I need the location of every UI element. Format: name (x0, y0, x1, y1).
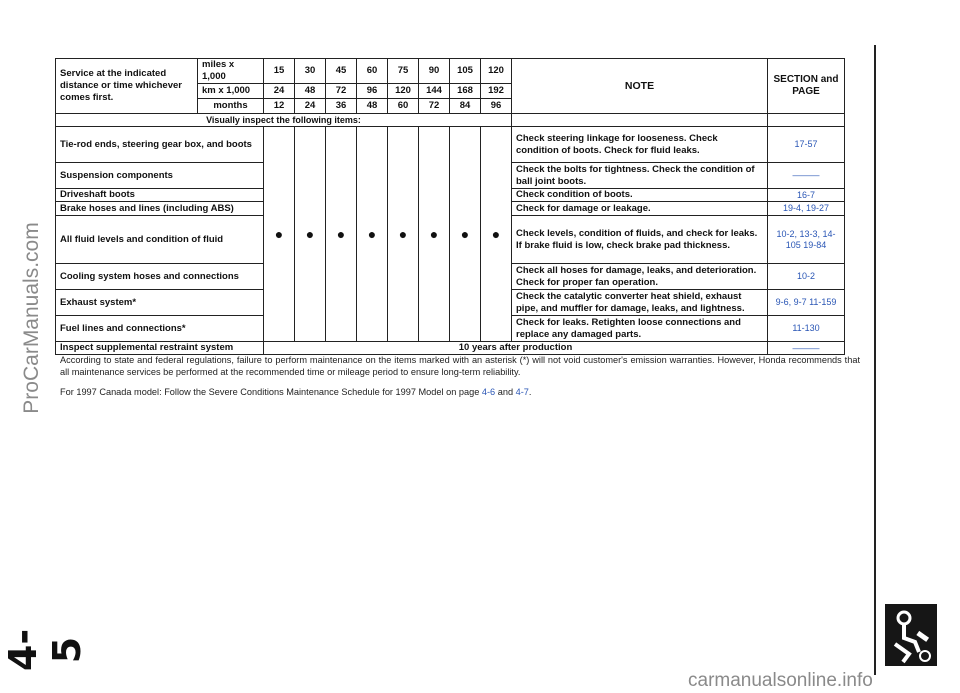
interval-bullet: ● (357, 127, 388, 342)
note-suspension: Check the bolts for tightness. Check the condition of ball joint boots. (512, 163, 768, 189)
miles-cell: 120 (481, 59, 512, 84)
item-tie-rod: Tie-rod ends, steering gear box, and boots (56, 127, 264, 163)
ref-fluid-levels: 10-2, 13-3, 14-105 19-84 (768, 216, 845, 264)
page-link-4-7[interactable]: 4-7 (515, 387, 529, 397)
interval-bullet: ● (326, 127, 357, 342)
ref-cooling: 10-2 (768, 264, 845, 290)
km-cell: 24 (264, 84, 295, 99)
miles-cell: 105 (450, 59, 481, 84)
interval-bullet: ● (388, 127, 419, 342)
ref-srs: ——— (768, 342, 845, 355)
spacer-cell (768, 114, 845, 127)
page-number: 4-5 (1, 628, 89, 672)
canada-note-end: . (528, 387, 532, 397)
watermark-bottom: carmanualsonline.info (688, 670, 873, 691)
note-tie-rod: Check steering linkage for looseness. Check condition of boots. Check for fluid leaks. (512, 127, 768, 163)
interval-bullet: ● (295, 127, 326, 342)
interval-bullet: ● (450, 127, 481, 342)
interval-bullet: ● (419, 127, 450, 342)
note-brake-hoses: Check for damage or leakage. (512, 202, 768, 216)
months-cell: 36 (326, 99, 357, 114)
note-cooling: Check all hoses for damage, leaks, and deterioration. Check for proper fan operation. (512, 264, 768, 290)
srs-interval: 10 years after production (264, 342, 768, 355)
canada-note-and: and (497, 387, 514, 397)
miles-cell: 15 (264, 59, 295, 84)
interval-bullet: ● (264, 127, 295, 342)
item-exhaust: Exhaust system* (56, 290, 264, 316)
km-cell: 120 (388, 84, 419, 99)
maintenance-schedule-table (55, 58, 845, 355)
page-link-4-6[interactable]: 4-6 (481, 387, 496, 397)
months-cell: 12 (264, 99, 295, 114)
item-fuel-lines: Fuel lines and connections* (56, 316, 264, 342)
ref-exhaust: 9-6, 9-7 11-159 (768, 290, 845, 316)
item-srs: Inspect supplemental restraint system (56, 342, 264, 355)
miles-cell: 90 (419, 59, 450, 84)
ref-fuel-lines: 11-130 (768, 316, 845, 342)
miles-cell: 60 (357, 59, 388, 84)
ref-brake-hoses: 19-4, 19-27 (768, 202, 845, 216)
note-driveshaft: Check condition of boots. (512, 189, 768, 202)
km-cell: 192 (481, 84, 512, 99)
item-fluid-levels: All fluid levels and condition of fluid (56, 216, 264, 264)
spacer-cell (512, 114, 768, 127)
service-interval-label: Service at the indicated distance or time whichever comes first. (56, 59, 198, 114)
ref-tie-rod: 17-57 (768, 127, 845, 163)
miles-cell: 30 (295, 59, 326, 84)
maintenance-wrench-icon (885, 604, 937, 666)
emission-warranty-footnote: According to state and federal regulations, failure to perform maintenance on the items marked with an asterisk (*) will not void customer's emission warranties. However, Honda recommends that all maintenance services be performed at the recommended time or mileage period to ensure long-term reliability. (60, 355, 860, 377)
note-exhaust: Check the catalytic converter heat shield, exhaust pipe, and muffler for damage, leaks, and lightness. (512, 290, 768, 316)
section-page-header: SECTION and PAGE (768, 59, 845, 114)
km-cell: 48 (295, 84, 326, 99)
km-cell: 96 (357, 84, 388, 99)
km-cell: 144 (419, 84, 450, 99)
interval-bullet: ● (481, 127, 512, 342)
months-row-label: months (198, 99, 264, 114)
item-brake-hoses: Brake hoses and lines (including ABS) (56, 202, 264, 216)
months-cell: 72 (419, 99, 450, 114)
note-fuel-lines: Check for leaks. Retighten loose connections and replace any damaged parts. (512, 316, 768, 342)
km-cell: 168 (450, 84, 481, 99)
watermark-left: ProCarManuals.com (20, 222, 43, 414)
note-header: NOTE (512, 59, 768, 114)
ref-driveshaft: 16-7 (768, 189, 845, 202)
ref-suspension: ——— (768, 163, 845, 189)
margin-rule (874, 45, 876, 675)
months-cell: 60 (388, 99, 419, 114)
miles-cell: 45 (326, 59, 357, 84)
months-cell: 24 (295, 99, 326, 114)
canada-note-text: For 1997 Canada model: Follow the Severe Conditions Maintenance Schedule for 1997 Model on page (60, 387, 480, 397)
visually-inspect-heading: Visually inspect the following items: (56, 114, 512, 127)
km-row-label: km x 1,000 (198, 84, 264, 99)
item-driveshaft: Driveshaft boots (56, 189, 264, 202)
item-cooling: Cooling system hoses and connections (56, 264, 264, 290)
months-cell: 48 (357, 99, 388, 114)
miles-cell: 75 (388, 59, 419, 84)
months-cell: 96 (481, 99, 512, 114)
miles-row-label: miles x 1,000 (198, 59, 264, 84)
note-fluid-levels: Check levels, condition of fluids, and check for leaks. If brake fluid is low, check brake pad thickness. (512, 216, 768, 264)
months-cell: 84 (450, 99, 481, 114)
km-cell: 72 (326, 84, 357, 99)
canada-note (60, 387, 531, 397)
item-suspension: Suspension components (56, 163, 264, 189)
